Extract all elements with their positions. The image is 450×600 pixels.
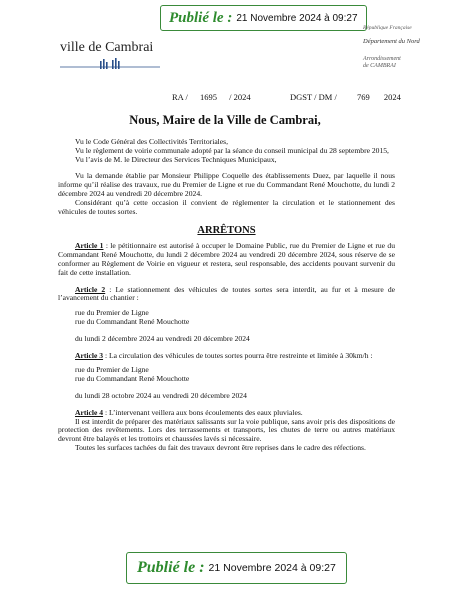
article-text: : le pétitionnaire est autorisé à occuper le Domaine Public, rue du Premier de Ligne et rue du Commandant René Mouchotte, du lundi 2 décembre 2024 au vendredi 20 décembre 2024, sous réserve de se conformer au Règlement de Voirie en vigueur et restera, seul responsable, des accidents pouvant survenir du fait de cette installation. <box>58 241 395 277</box>
street-line: rue du Commandant René Mouchotte <box>75 316 190 326</box>
arrondissement-line: Arrondissement <box>363 55 401 62</box>
demande-paragraph: Vu la demande établie par Monsieur Philippe Coquelle des établissements Duez, par laquelle il nous informe qu’il réalise des travaux, rue du Premier de Ligne et rue du Commandant René Mouchotte, du lundi 2 décembre 2024 au vendredi 20 décembre 2024. <box>58 171 395 198</box>
ra-year: / 2024 <box>229 92 251 102</box>
dgst-prefix: DGST / DM / <box>290 92 337 102</box>
ra-number: 1695 <box>199 92 217 102</box>
dgst-reference <box>290 92 401 102</box>
article-label: Article 4 <box>75 407 104 417</box>
considerant-paragraph: Considérant qu’à cette occasion il convient de réglementer la circulation et le stationnement des véhicules de toutes sortes. <box>58 197 395 216</box>
department-line: Département du Nord <box>363 38 420 46</box>
article-text: : L’intervenant veillera aux bons écoulements des eaux pluviales. <box>103 407 303 417</box>
ra-reference <box>172 92 251 102</box>
article-text: : Le stationnement des véhicules de toutes sortes sera interdit, au fur et à mesure de l’avancement du chantier : <box>58 284 395 303</box>
vu-line: Vu l’avis de M. le Directeur des Services Techniques Municipaux, <box>75 154 277 164</box>
article-label: Article 3 <box>75 350 104 360</box>
stamp-label: Publié le : <box>137 559 205 576</box>
date-range: du lundi 28 octobre 2024 au vendredi 20 décembre 2024 <box>75 390 247 400</box>
document-title: Nous, Maire de la Ville de Cambrai, <box>129 113 321 127</box>
article-text: : La circulation des véhicules de toutes sortes pourra être restreinte et limitée à 30km/h : <box>103 350 373 360</box>
stamp-label: Publié le : <box>169 9 233 26</box>
stamp-datetime: 21 Novembre 2024 à 09:27 <box>236 12 358 24</box>
stamp-datetime: 21 Novembre 2024 à 09:27 <box>208 562 336 574</box>
republic-header <box>363 25 448 70</box>
date-range: du lundi 2 décembre 2024 au vendredi 20 décembre 2024 <box>75 333 250 343</box>
publication-stamp-top <box>160 5 367 31</box>
dgst-number: 769 <box>356 92 370 102</box>
street-line: rue du Premier de Ligne <box>75 308 149 318</box>
article-1 <box>58 242 395 277</box>
arretons-heading: ARRÊTONS <box>197 225 256 237</box>
street-line: rue du Commandant René Mouchotte <box>75 374 190 384</box>
article-2 <box>58 286 395 304</box>
vu-line: Vu le Code Général des Collectivités Territoriales, <box>75 137 229 146</box>
article-4-paragraph: Il est interdit de préparer des matériaux salissants sur la voie publique, sans avoir pris des dispositions de protection des revêtements. Lors des terrassements et transports, les chutes de terre ou autres matériaux devront être balayés et les trottoirs et chaussées lavés si nécessaire. <box>58 416 395 444</box>
article-label: Article 1 <box>75 241 104 251</box>
dgst-year: 2024 <box>383 92 401 102</box>
street-line: rue du Premier de Ligne <box>75 365 149 375</box>
ra-prefix: RA / <box>172 92 188 102</box>
article-3 <box>58 352 395 361</box>
city-logo-graphic <box>60 57 160 71</box>
article-label: Article 2 <box>75 284 106 294</box>
publication-stamp-bottom <box>126 552 347 584</box>
arrondissement-name: de CAMBRAI <box>363 62 396 69</box>
city-logo <box>60 40 160 71</box>
vu-line: Vu le règlement de voirie communale adopté par la séance du conseil municipal du 28 septembre 2015, <box>75 145 389 155</box>
city-name: ville de Cambrai <box>60 40 154 55</box>
article-4-paragraph: Toutes les surfaces tachées du fait des travaux devront être reprises dans le cadre des réfections. <box>75 442 366 452</box>
document-body <box>58 138 395 453</box>
republic-line: République Française <box>363 25 412 31</box>
